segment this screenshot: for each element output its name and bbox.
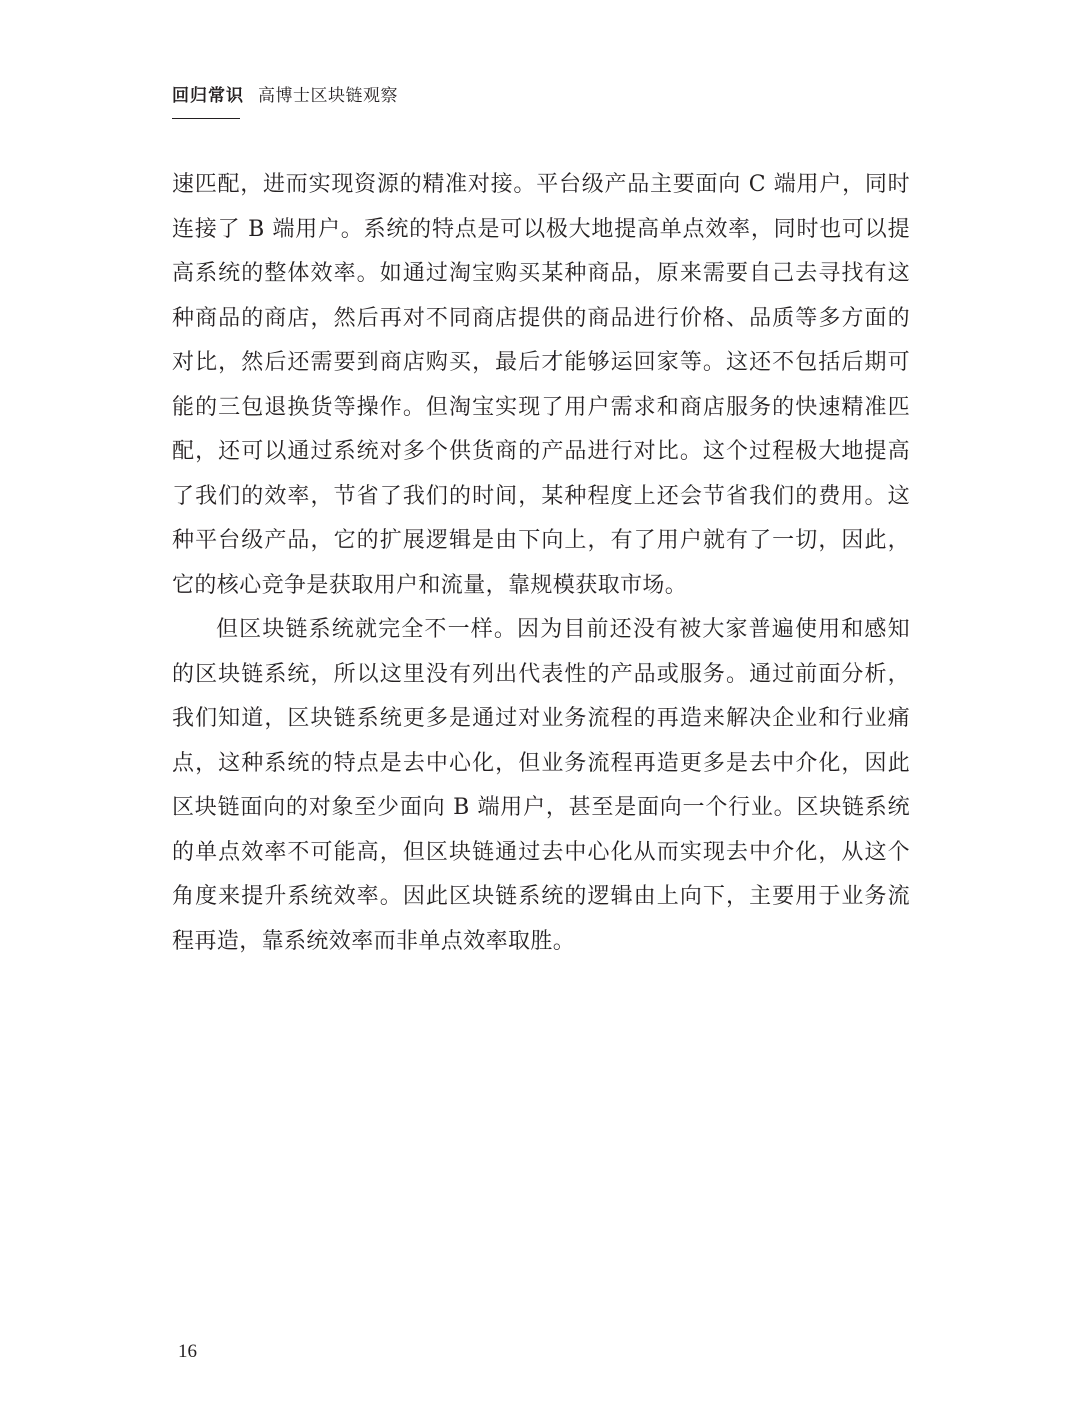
header-rule [172, 118, 240, 119]
running-header [172, 84, 398, 108]
body-text [172, 163, 910, 964]
header-short-title: 回归常识 [172, 86, 244, 106]
paragraph-continued: 速匹配，进而实现资源的精准对接。平台级产品主要面向 C 端用户，同时连接了 B 端用户。系统的特点是可以极大地提高单点效率，同时也可以提高系统的整体效率。如通过淘宝购买某种商品，原来需要自己去寻找有这种商品的商店，然后再对不同商店提供的商品进行价格、品质等多方面的对比，然后还需要到商店购买，最后才能够运回家等。这还不包括后期可能的三包退换货等操作。但淘宝实现了用户需求和商店服务的快速精准匹配，还可以通过系统对多个供货商的产品进行对比。这个过程极大地提高了我们的效率，节省了我们的时间，某种程度上还会节省我们的费用。这种平台级产品，它的扩展逻辑是由下向上，有了用户就有了一切，因此，它的核心竞争是获取用户和流量，靠规模获取市场。 [172, 172, 910, 598]
header-book-title: 高博士区块链观察 [258, 86, 398, 106]
page-number: 16 [178, 1341, 197, 1362]
paragraph: 但区块链系统就完全不一样。因为目前还没有被大家普遍使用和感知的区块链系统，所以这里没有列出代表性的产品或服务。通过前面分析，我们知道，区块链系统更多是通过对业务流程的再造来解决企业和行业痛点，这种系统的特点是去中心化，但业务流程再造更多是去中介化，因此区块链面向的对象至少面向 B 端用户，甚至是面向一个行业。区块链系统的单点效率不可能高，但区块链通过去中心化从而实现去中介化，从这个角度来提升系统效率。因此区块链系统的逻辑由上向下，主要用于业务流程再造，靠系统效率而非单点效率取胜。 [172, 617, 910, 954]
